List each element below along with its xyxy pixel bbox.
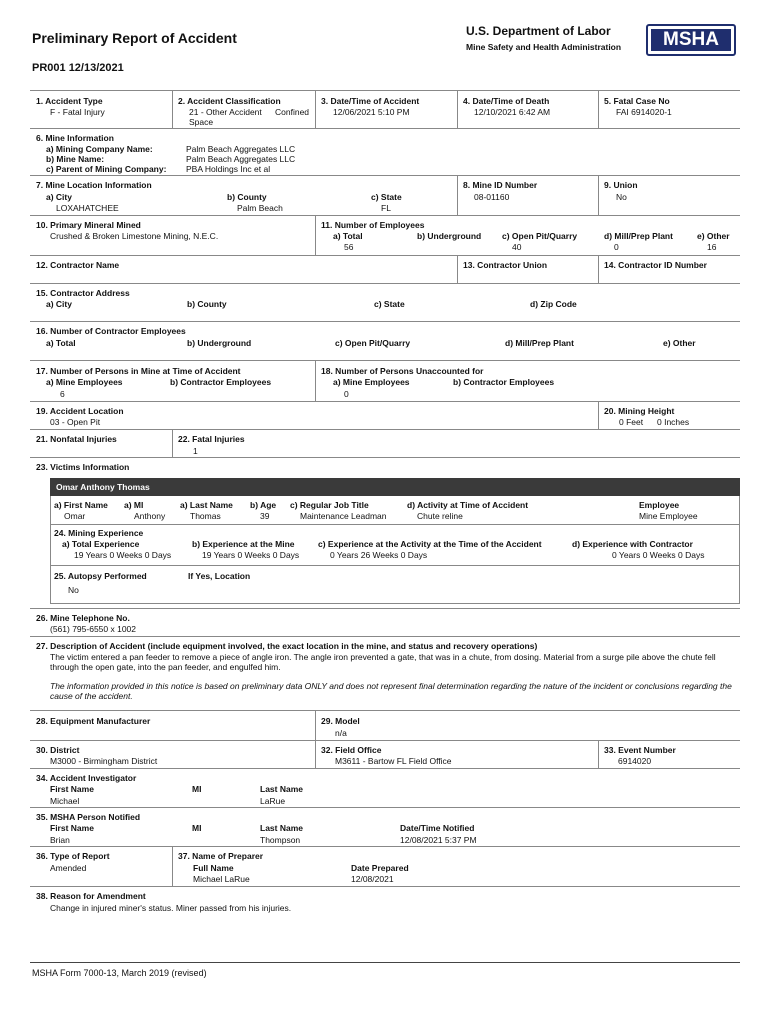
event-number-value: 6914020 [618,756,652,766]
section-divider [30,740,740,741]
state-label: c) State [371,192,402,202]
victim-age-value: 39 [260,511,270,521]
district-value: M3000 - Birmingham District [50,756,158,766]
total-experience-value: 19 Years 0 Weeks 0 Days [74,550,172,560]
contractor-name-label: 12. Contractor Name [36,260,120,270]
section-divider [30,710,740,711]
investigator-last-value: LaRue [260,796,286,806]
investigator-last-label: Last Name [260,784,303,794]
section-divider [30,807,740,808]
administration-name: Mine Safety and Health Administration [466,42,622,52]
contractor-other-label: e) Other [663,338,696,348]
cell-border [172,90,173,128]
victim-header-bar [50,478,740,496]
persons-mine-employees-value: 6 [60,389,65,399]
mining-height-inches: 0 Inches [657,417,690,427]
cell-border [598,255,599,283]
primary-mineral-label: 10. Primary Mineral Mined [36,220,141,230]
contractor-openpit-label: c) Open Pit/Quarry [335,338,411,348]
county-value: Palm Beach [237,203,283,213]
victim-last-name-value: Thomas [190,511,221,521]
contractor-city-label: a) City [46,299,72,309]
page-title: Preliminary Report of Accident [32,30,237,46]
date-prepared-value: 12/08/2021 [351,874,394,884]
fatal-case-label: 5. Fatal Case No [604,96,670,106]
disclaimer-line1: The information provided in this notice is based on preliminary data ONLY and does not represent final determination regarding the nature of the incident or conclusions regarding the [50,681,732,691]
victim-mi-value: Anthony [134,511,166,521]
mine-experience-value: 19 Years 0 Weeks 0 Days [202,550,300,560]
accident-location-label: 19. Accident Location [36,406,124,416]
department-name: U.S. Department of Labor [466,24,611,38]
cell-border [50,524,740,525]
cell-border [172,429,173,457]
section-divider [30,215,740,216]
contractor-experience-value: 0 Years 0 Weeks 0 Days [612,550,705,560]
contractor-id-label: 14. Contractor ID Number [604,260,707,270]
accident-type-value: F - Fatal Injury [50,107,105,117]
contractor-experience-label: d) Experience with Contractor [572,539,693,549]
section-divider [30,175,740,176]
employees-mill-value: 0 [614,242,619,252]
preparer-full-name-value: Michael LaRue [193,874,250,884]
employees-mill-label: d) Mill/Prep Plant [604,231,673,241]
investigator-first-value: Michael [50,796,80,806]
persons-mine-employees-label: a) Mine Employees [46,377,123,387]
fatal-injuries-label: 22. Fatal Injuries [178,434,245,444]
report-type-value: Amended [50,863,87,873]
section-divider [30,128,740,129]
section-divider [30,401,740,402]
cell-border [457,90,458,128]
description-line1: The victim entered a pan feeder to remove a piece of angle iron. The angle iron prevented a gate, that was in a chute, from dosing. Material from a surge pile above the chute fell [50,652,716,662]
contractor-union-label: 13. Contractor Union [463,260,548,270]
victim-mi-label: a) MI [124,500,144,510]
section-divider [30,457,740,458]
city-label: a) City [46,192,72,202]
cell-border [50,565,740,566]
num-employees-label: 11. Number of Employees [321,220,425,230]
section-divider [30,255,740,256]
mine-experience-label: b) Experience at the Mine [192,539,295,549]
parent-company-value: PBA Holdings Inc et al [186,164,271,174]
employees-other-value: 16 [707,242,717,252]
autopsy-location-label: If Yes, Location [188,571,251,581]
mine-telephone-label: 26. Mine Telephone No. [36,613,130,623]
contractor-state-label: c) State [374,299,405,309]
victim-age-label: b) Age [250,500,277,510]
amendment-reason-value: Change in injured miner's status. Miner passed from his injuries. [50,903,292,913]
unaccounted-mine-employees-value: 0 [344,389,349,399]
employees-other-label: e) Other [697,231,730,241]
district-label: 30. District [36,745,80,755]
employees-underground-label: b) Underground [417,231,482,241]
cell-border [315,740,316,768]
victim-employee-value: Mine Employee [639,511,698,521]
notified-first-value: Brian [50,835,70,845]
victim-name: Omar Anthony Thomas [56,482,150,492]
accident-datetime-label: 3. Date/Time of Accident [321,96,420,106]
section-divider [30,321,740,322]
contractor-employees-label: 16. Number of Contractor Employees [36,326,186,336]
preparer-full-name-label: Full Name [193,863,234,873]
fatal-case-value: FAI 6914020-1 [616,107,672,117]
total-experience-label: a) Total Experience [62,539,140,549]
mining-height-label: 20. Mining Height [604,406,675,416]
investigator-mi-label: MI [192,784,202,794]
footer-divider [30,962,740,963]
section-divider [30,283,740,284]
section-divider [30,360,740,361]
death-datetime-value: 12/10/2021 6:42 AM [474,107,551,117]
victims-info-label: 23. Victims Information [36,462,130,472]
state-value: FL [381,203,391,213]
mining-company-value: Palm Beach Aggregates LLC [186,144,296,154]
county-label: b) County [227,192,267,202]
activity-experience-label: c) Experience at the Activity at the Time of the Accident [318,539,542,549]
notified-first-label: First Name [50,823,94,833]
cell-border [598,740,599,768]
unaccounted-mine-employees-label: a) Mine Employees [333,377,410,387]
investigator-label: 34. Accident Investigator [36,773,137,783]
section-divider [30,886,740,887]
victim-activity-label: d) Activity at Time of Accident [407,500,529,510]
investigator-first-label: First Name [50,784,94,794]
primary-mineral-value: Crushed & Broken Limestone Mining, N.E.C. [50,231,219,241]
persons-unaccounted-label: 18. Number of Persons Unaccounted for [321,366,484,376]
mine-info-label: 6. Mine Information [36,133,114,143]
employees-total-label: a) Total [333,231,363,241]
victim-activity-value: Chute reline [417,511,463,521]
notified-datetime-label: Date/Time Notified [400,823,475,833]
preparer-label: 37. Name of Preparer [178,851,264,861]
fatal-injuries-value: 1 [193,446,198,456]
disclaimer-line2: cause of the accident. [50,691,133,701]
description-line2: through the open gate, into the pan feeder, and engulfed him. [50,662,281,672]
mine-id-label: 8. Mine ID Number [463,180,538,190]
notified-datetime-value: 12/08/2021 5:37 PM [400,835,477,845]
cell-border [598,401,599,429]
report-id: PR001 12/13/2021 [32,62,124,74]
description-label: 27. Description of Accident (include equipment involved, the exact location in the mine, and status and recovery operations) [36,641,538,651]
persons-contractor-employees-label: b) Contractor Employees [170,377,272,387]
victim-first-name-label: a) First Name [54,500,108,510]
equipment-manufacturer-label: 28. Equipment Manufacturer [36,716,151,726]
persons-in-mine-label: 17. Number of Persons in Mine at Time of Accident [36,366,241,376]
field-office-label: 32. Field Office [321,745,382,755]
report-type-label: 36. Type of Report [36,851,110,861]
accident-classification-value-line2: Space [189,117,214,127]
section-divider [30,608,740,609]
form-number: MSHA Form 7000-13, March 2019 (revised) [32,968,207,978]
mine-name-label: b) Mine Name: [46,154,105,164]
victim-job-value: Maintenance Leadman [300,511,387,521]
model-label: 29. Model [321,716,360,726]
model-value: n/a [335,728,347,738]
accident-datetime-value: 12/06/2021 5:10 PM [333,107,410,117]
mine-location-label: 7. Mine Location Information [36,180,152,190]
union-value: No [616,192,627,202]
cell-border [457,255,458,283]
contractor-mill-label: d) Mill/Prep Plant [505,338,574,348]
city-value: LOXAHATCHEE [56,203,119,213]
victim-job-label: c) Regular Job Title [290,500,369,510]
cell-border [172,846,173,886]
event-number-label: 33. Event Number [604,745,676,755]
activity-experience-value: 0 Years 26 Weeks 0 Days [330,550,428,560]
union-label: 9. Union [604,180,638,190]
cell-border [598,175,599,215]
contractor-underground-label: b) Underground [187,338,252,348]
victim-employee-label: Employee [639,500,680,510]
accident-classification-value-cont: Confined [275,107,310,117]
employees-openpit-value: 40 [512,242,522,252]
msha-logo [646,24,736,56]
accident-classification-label: 2. Accident Classification [178,96,281,106]
mining-experience-label: 24. Mining Experience [54,528,144,538]
section-divider [30,90,740,91]
victim-last-name-label: a) Last Name [180,500,233,510]
contractor-total-label: a) Total [46,338,76,348]
contractor-county-label: b) County [187,299,227,309]
autopsy-value: No [68,585,79,595]
accident-classification-value: 21 - Other Accident [189,107,262,117]
contractor-address-label: 15. Contractor Address [36,288,130,298]
amendment-reason-label: 38. Reason for Amendment [36,891,146,901]
cell-border [315,215,316,255]
notified-last-label: Last Name [260,823,303,833]
field-office-value: M3611 - Bartow FL Field Office [335,756,452,766]
cell-border [315,90,316,128]
section-divider [30,768,740,769]
section-divider [30,846,740,847]
death-datetime-label: 4. Date/Time of Death [463,96,550,106]
nonfatal-injuries-label: 21. Nonfatal Injuries [36,434,117,444]
cell-border [315,360,316,401]
autopsy-label: 25. Autopsy Performed [54,571,147,581]
notified-last-value: Thompson [260,835,301,845]
unaccounted-contractor-employees-label: b) Contractor Employees [453,377,555,387]
date-prepared-label: Date Prepared [351,863,409,873]
notified-mi-label: MI [192,823,202,833]
accident-type-label: 1. Accident Type [36,96,103,106]
cell-border [457,175,458,215]
accident-location-value: 03 - Open Pit [50,417,101,427]
mining-height-feet: 0 Feet [619,417,644,427]
mine-name-value: Palm Beach Aggregates LLC [186,154,296,164]
contractor-zip-label: d) Zip Code [530,299,577,309]
msha-logo-text: MSHA [651,29,731,51]
parent-company-label: c) Parent of Mining Company: [46,164,167,174]
cell-border [315,710,316,740]
mine-telephone-value: (561) 795-6550 x 1002 [50,624,137,634]
section-divider [30,429,740,430]
employees-openpit-label: c) Open Pit/Quarry [502,231,578,241]
cell-border [598,90,599,128]
person-notified-label: 35. MSHA Person Notified [36,812,141,822]
mining-company-label: a) Mining Company Name: [46,144,153,154]
employees-total-value: 56 [344,242,354,252]
victim-first-name-value: Omar [64,511,86,521]
section-divider [30,636,740,637]
mine-id-value: 08-01160 [474,192,510,202]
